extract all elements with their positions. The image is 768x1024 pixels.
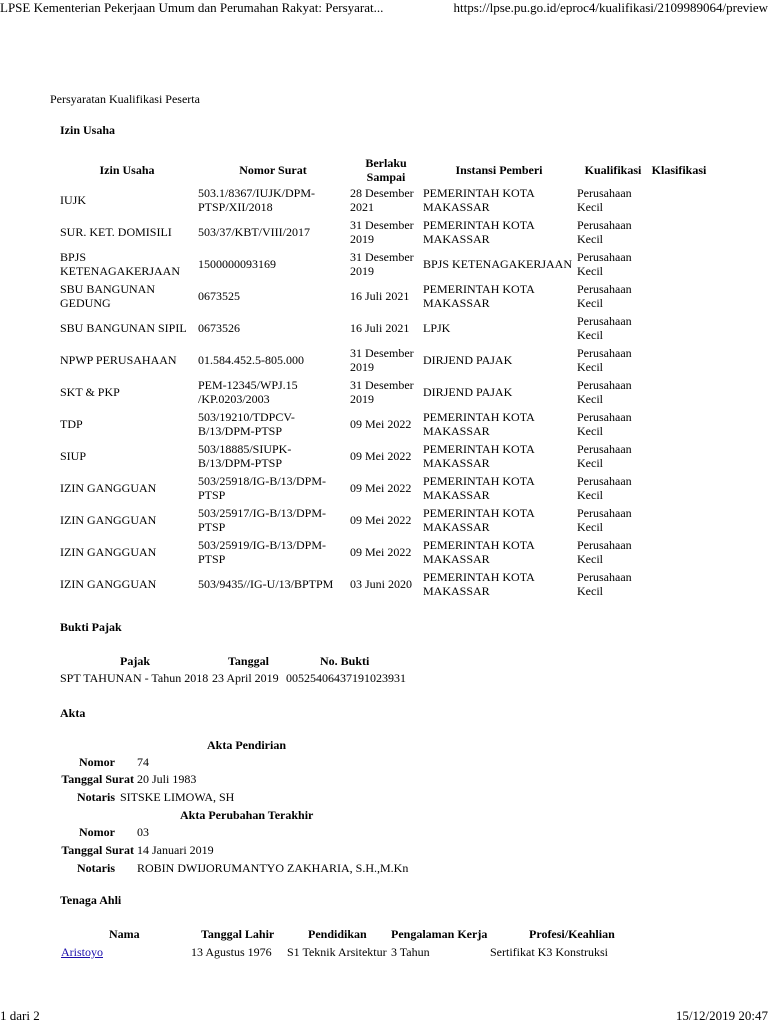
- izin-cell-izin: SUR. KET. DOMISILI: [60, 225, 172, 239]
- izin-cell-berlaku: 16 Juli 2021: [350, 321, 410, 335]
- izin-cell-nomor: 0673525: [198, 289, 240, 303]
- izin-cell-izin: NPWP PERUSAHAAN: [60, 353, 177, 367]
- print-header-url[interactable]: https://lpse.pu.go.id/eproc4/kualifikasi/2109989064/preview: [453, 0, 768, 15]
- izin-cell-nomor: 503/18885/SIUPK- B/13/DPM-PTSP: [198, 442, 292, 470]
- pajak-cell-tanggal: 23 April 2019: [212, 671, 279, 685]
- izin-cell-berlaku: 16 Juli 2021: [350, 289, 410, 303]
- izin-cell-instansi: DIRJEND PAJAK: [423, 385, 513, 399]
- izin-usaha-heading: Izin Usaha: [60, 123, 116, 137]
- izin-cell-izin: IZIN GANGGUAN: [60, 545, 157, 559]
- print-footer-page: 1 dari 2: [0, 1008, 40, 1023]
- izin-cell-izin: IZIN GANGGUAN: [60, 481, 157, 495]
- izin-cell-izin: BPJS KETENAGAKERJAAN: [60, 250, 180, 278]
- pajak-col-pajak: Pajak: [120, 654, 150, 668]
- izin-cell-berlaku: 09 Mei 2022: [350, 545, 412, 559]
- print-footer-datetime: 15/12/2019 20:47: [675, 1008, 768, 1023]
- izin-cell-kualifikasi: Perusahaan Kecil: [577, 314, 632, 342]
- izin-cell-berlaku: 31 Desember 2019: [350, 378, 414, 406]
- izin-cell-kualifikasi: Perusahaan Kecil: [577, 506, 632, 534]
- izin-cell-instansi: PEMERINTAH KOTA MAKASSAR: [423, 282, 535, 310]
- tenaga-nama-link[interactable]: Aristoyo: [61, 945, 103, 959]
- page-title: Persyaratan Kualifikasi Peserta: [50, 92, 200, 106]
- izin-cell-kualifikasi: Perusahaan Kecil: [577, 186, 632, 214]
- izin-cell-instansi: PEMERINTAH KOTA MAKASSAR: [423, 218, 535, 246]
- izin-cell-instansi: PEMERINTAH KOTA MAKASSAR: [423, 538, 535, 566]
- izin-cell-kualifikasi: Perusahaan Kecil: [577, 282, 632, 310]
- tenaga-col-pendidikan: Pendidikan: [308, 927, 367, 941]
- akta-perubahan-notaris-label: Notaris: [77, 861, 115, 875]
- akta-perubahan-tanggal: 14 Januari 2019: [137, 843, 214, 857]
- izin-cell-instansi: BPJS KETENAGAKERJAAN: [423, 257, 573, 271]
- akta-perubahan-nomor-label: Nomor: [79, 825, 115, 839]
- izin-col-header-nomor: Nomor Surat: [239, 163, 307, 177]
- izin-cell-nomor: 01.584.452.5-805.000: [198, 353, 304, 367]
- izin-cell-instansi: PEMERINTAH KOTA MAKASSAR: [423, 506, 535, 534]
- akta-heading: Akta: [60, 706, 86, 720]
- izin-cell-berlaku: 31 Desember 2019: [350, 250, 414, 278]
- pajak-col-tanggal: Tanggal: [228, 654, 269, 668]
- akta-pendirian-tanggal: 20 Juli 1983: [137, 772, 197, 786]
- izin-col-header-instansi: Instansi Pemberi: [455, 163, 543, 177]
- izin-cell-izin: IZIN GANGGUAN: [60, 513, 157, 527]
- tenaga-col-nama: Nama: [109, 927, 140, 941]
- izin-cell-instansi: PEMERINTAH KOTA MAKASSAR: [423, 410, 535, 438]
- izin-col-header-kualifikasi: Kualifikasi: [584, 163, 642, 177]
- izin-cell-izin: SKT & PKP: [60, 385, 120, 399]
- izin-cell-kualifikasi: Perusahaan Kecil: [577, 442, 632, 470]
- tenaga-col-pengalaman: Pengalaman Kerja: [391, 927, 488, 941]
- izin-cell-kualifikasi: Perusahaan Kecil: [577, 218, 632, 246]
- izin-cell-berlaku: 09 Mei 2022: [350, 481, 412, 495]
- bukti-pajak-heading: Bukti Pajak: [60, 620, 122, 634]
- akta-perubahan-notaris: ROBIN DWIJORUMANTYO ZAKHARIA, S.H.,M.Kn: [137, 861, 409, 875]
- izin-cell-instansi: PEMERINTAH KOTA MAKASSAR: [423, 442, 535, 470]
- izin-cell-berlaku: 03 Juni 2020: [350, 577, 413, 591]
- pajak-col-nobukti: No. Bukti: [320, 654, 370, 668]
- akta-pendirian-notaris-label: Notaris: [77, 790, 115, 804]
- izin-cell-izin: IUJK: [60, 193, 86, 207]
- izin-cell-izin: IZIN GANGGUAN: [60, 577, 157, 591]
- akta-perubahan-tanggal-label: Tanggal Surat: [61, 843, 134, 857]
- izin-cell-berlaku: 31 Desember 2019: [350, 218, 414, 246]
- izin-cell-nomor: 1500000093169: [198, 257, 276, 271]
- izin-cell-izin: TDP: [60, 417, 83, 431]
- izin-cell-nomor: PEM-12345/WPJ.15 /KP.0203/2003: [198, 378, 298, 406]
- akta-pendirian-notaris: SITSKE LIMOWA, SH: [120, 790, 235, 804]
- izin-cell-instansi: PEMERINTAH KOTA MAKASSAR: [423, 186, 535, 214]
- izin-cell-kualifikasi: Perusahaan Kecil: [577, 346, 632, 374]
- izin-cell-nomor: 0673526: [198, 321, 240, 335]
- akta-pendirian-title: Akta Pendirian: [207, 738, 287, 752]
- izin-cell-kualifikasi: Perusahaan Kecil: [577, 474, 632, 502]
- izin-cell-berlaku: 09 Mei 2022: [350, 449, 412, 463]
- izin-cell-nomor: 503/19210/TDPCV- B/13/DPM-PTSP: [198, 410, 295, 438]
- akta-perubahan-nomor: 03: [137, 825, 149, 839]
- izin-col-header-klasifikasi: Klasifikasi: [651, 163, 707, 177]
- pajak-cell-pajak: SPT TAHUNAN - Tahun 2018: [60, 671, 209, 685]
- akta-pendirian-nomor: 74: [137, 755, 149, 769]
- izin-cell-kualifikasi: Perusahaan Kecil: [577, 410, 632, 438]
- izin-cell-izin: SIUP: [60, 449, 87, 463]
- tenaga-profesi: Sertifikat K3 Konstruksi: [490, 945, 608, 959]
- tenaga-col-profesi: Profesi/Keahlian: [529, 927, 615, 941]
- izin-cell-nomor: 503.1/8367/IUJK/DPM- PTSP/XII/2018: [198, 186, 316, 214]
- akta-perubahan-title: Akta Perubahan Terakhir: [180, 808, 314, 822]
- izin-cell-berlaku: 28 Desember 2021: [350, 186, 414, 214]
- izin-cell-instansi: PEMERINTAH KOTA MAKASSAR: [423, 570, 535, 598]
- izin-cell-nomor: 503/25918/IG-B/13/DPM- PTSP: [198, 474, 327, 502]
- tenaga-ahli-heading: Tenaga Ahli: [60, 893, 122, 907]
- akta-pendirian-nomor-label: Nomor: [79, 755, 115, 769]
- izin-cell-berlaku: 31 Desember 2019: [350, 346, 414, 374]
- tenaga-pendidikan: S1 Teknik Arsitektur: [287, 945, 387, 959]
- izin-cell-kualifikasi: Perusahaan Kecil: [577, 378, 632, 406]
- izin-cell-kualifikasi: Perusahaan Kecil: [577, 250, 632, 278]
- izin-cell-nomor: 503/37/KBT/VIII/2017: [198, 225, 310, 239]
- pajak-cell-nobukti: 00525406437191023931: [286, 671, 406, 685]
- izin-cell-kualifikasi: Perusahaan Kecil: [577, 538, 632, 566]
- izin-col-header-izin: Izin Usaha: [99, 163, 155, 177]
- tenaga-tanggal-lahir: 13 Agustus 1976: [191, 945, 272, 959]
- print-header-title: LPSE Kementerian Pekerjaan Umum dan Perumahan Rakyat: Persyarat...: [0, 0, 384, 15]
- izin-cell-berlaku: 09 Mei 2022: [350, 513, 412, 527]
- izin-col-header-berlaku: Berlaku Sampai: [365, 156, 407, 184]
- izin-cell-izin: SBU BANGUNAN GEDUNG: [60, 282, 156, 310]
- izin-cell-berlaku: 09 Mei 2022: [350, 417, 412, 431]
- izin-cell-kualifikasi: Perusahaan Kecil: [577, 570, 632, 598]
- izin-cell-instansi: PEMERINTAH KOTA MAKASSAR: [423, 474, 535, 502]
- tenaga-pengalaman: 3 Tahun: [391, 945, 430, 959]
- tenaga-col-tanggal-lahir: Tanggal Lahir: [201, 927, 275, 941]
- izin-cell-instansi: LPJK: [423, 321, 451, 335]
- izin-cell-instansi: DIRJEND PAJAK: [423, 353, 513, 367]
- izin-cell-izin: SBU BANGUNAN SIPIL: [60, 321, 187, 335]
- izin-cell-nomor: 503/25919/IG-B/13/DPM- PTSP: [198, 538, 327, 566]
- izin-cell-nomor: 503/9435//IG-U/13/BPTPM: [198, 577, 334, 591]
- izin-cell-nomor: 503/25917/IG-B/13/DPM- PTSP: [198, 506, 327, 534]
- akta-pendirian-tanggal-label: Tanggal Surat: [61, 772, 134, 786]
